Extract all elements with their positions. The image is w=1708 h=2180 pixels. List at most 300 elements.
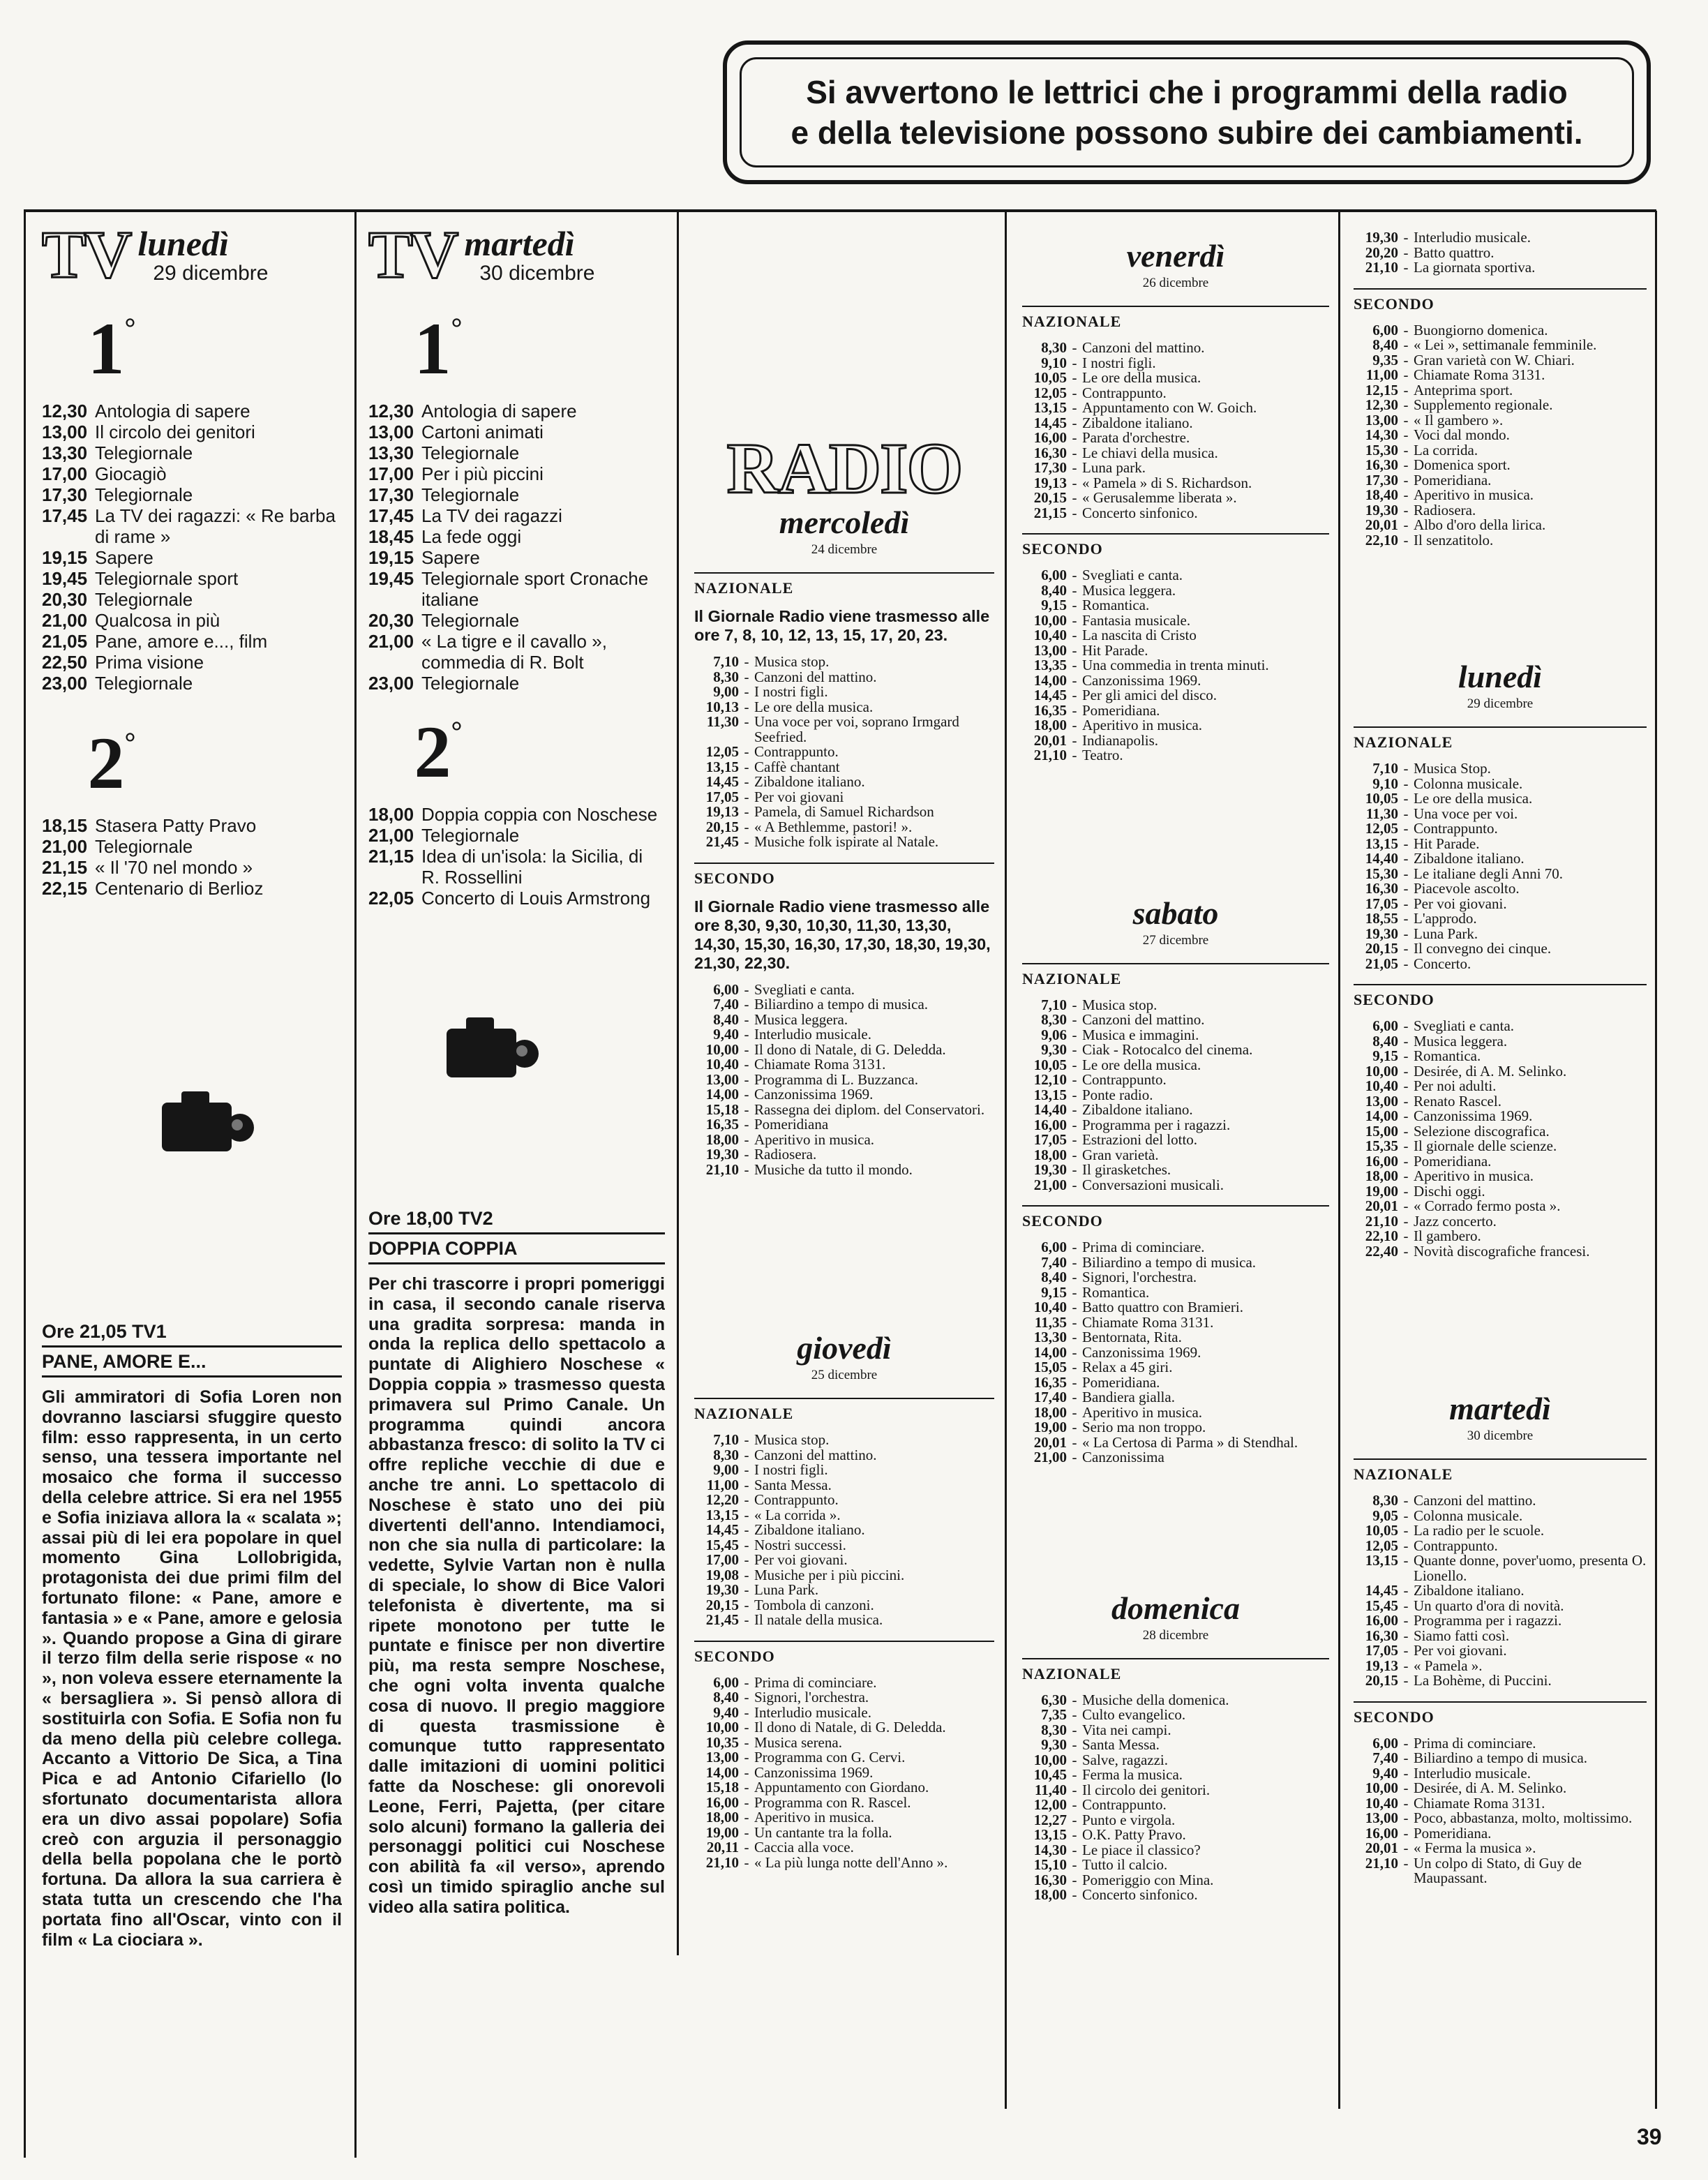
separator-dash: -	[1403, 456, 1409, 473]
separator-dash: -	[1403, 1672, 1409, 1689]
program-time: 21,00	[42, 610, 88, 631]
radio-program-row	[1022, 1043, 1329, 1058]
program-title: Romantica.	[1082, 1283, 1150, 1301]
radio-program-row	[694, 715, 994, 745]
radio-program-row	[1354, 1811, 1647, 1826]
radio-program-row	[1354, 1841, 1647, 1856]
tv-tuesday-column	[368, 223, 665, 1918]
tv-program-row	[42, 547, 342, 568]
radio-program-row	[1022, 431, 1329, 446]
program-time: 13,35	[1033, 657, 1067, 673]
separator-dash: -	[1403, 1227, 1409, 1244]
program-title: Appuntamento con Giordano.	[754, 1779, 929, 1795]
radio-program-row	[1022, 1285, 1329, 1301]
program-time: 19,30	[1365, 925, 1398, 942]
program-title: Rassegna dei diplom. del Conservatori.	[754, 1100, 985, 1118]
program-time: 20,01	[1365, 1197, 1398, 1214]
radio-day-date: 25 dicembre	[811, 1368, 878, 1382]
radio-program-row	[694, 1795, 994, 1811]
article-body: Gli ammiratori di Sofia Loren non dovranno lasciarsi sfuggire questo film: esso rappresenta, in un certo senso, una tessera importante nel mosaico che forma il successo della celebre attrice. Si era nel 1955 e Sofia iniziava allora la « scalata »; assai più di lei era popolare in quel momento Gina Lollobrigida, protagonista dei due primi film del fortunato filone: « Pane, amore e fantasia » e « Pane, amore e gelosia ». Quando propose a Gina di girare il terzo film della serie rispose « no », non voleva essere eternamente la « bersagliera ». Si pensò allora di sostituirla con Sofia. E Sofia non fu da meno della più celebre collega. Accanto a Vittorio De Sica, a Tina Pica e ad Antonio Cifariello (lo sfortunato documentarista allora era un divo assai popolare) Sofia creò con arguzia il personaggio della bella popolana che le portò fortuna. Da allora la sua carriera è stata tutta un crescendo che l'ha portata fino all'Oscar, vinto con il film « La ciociara ».	[42, 1387, 342, 1950]
program-time: 8,30	[713, 668, 739, 685]
separator-dash: -	[744, 980, 749, 998]
program-time: 22,15	[42, 878, 88, 899]
radio-program-row	[1354, 821, 1647, 837]
separator-dash: -	[1403, 471, 1409, 488]
program-title: Musica leggera.	[754, 1010, 848, 1028]
program-time: 8,40	[1041, 1269, 1067, 1285]
radio-program-row	[1022, 1813, 1329, 1828]
program-time: 17,05	[1365, 895, 1398, 912]
tv-date: 29 dicembre	[153, 262, 269, 285]
program-time: 16,00	[705, 1793, 739, 1811]
program-time: 6,00	[713, 1673, 739, 1691]
program-time: 12,27	[1033, 1811, 1067, 1828]
radio-day-date: 30 dicembre	[1467, 1428, 1534, 1443]
radio-program-row	[1354, 1553, 1647, 1583]
program-title: Telegiornale	[95, 589, 193, 610]
channel-2-schedule	[368, 804, 665, 909]
radio-program-row	[694, 1853, 994, 1871]
radio-program-row	[1354, 1826, 1647, 1842]
radio-program-row	[694, 1070, 994, 1088]
radio-program-row	[1022, 1163, 1329, 1178]
separator-dash: -	[1072, 567, 1077, 583]
program-time: 6,00	[1372, 1017, 1398, 1034]
page-number: 39	[1637, 2124, 1662, 2149]
program-time: 14,00	[1033, 671, 1067, 689]
tv-date: 30 dicembre	[479, 262, 595, 285]
radio-program-row	[1354, 1169, 1647, 1184]
radio-program-row	[1022, 1118, 1329, 1133]
program-time: 15,30	[1365, 865, 1398, 882]
radio-program-row	[694, 1675, 994, 1691]
program-title: Teatro.	[1082, 747, 1123, 763]
program-title: Le ore della musica.	[1082, 1056, 1201, 1073]
program-time: 19,30	[705, 1146, 739, 1163]
radio-program-row	[1354, 383, 1647, 398]
program-title: Santa Messa.	[754, 1476, 832, 1493]
program-time: 18,00	[1365, 1167, 1398, 1184]
separator-dash: -	[1403, 1182, 1409, 1200]
radio-program-row	[1354, 398, 1647, 413]
program-time: 22,05	[368, 888, 414, 909]
program-time: 18,45	[368, 526, 414, 547]
program-title: Aperitivo in musica.	[1082, 1403, 1203, 1421]
radio-day-title: mercoledì	[779, 505, 910, 540]
program-title: Pomeridiana.	[1414, 471, 1492, 488]
radio-program-row	[1022, 371, 1329, 386]
separator-dash: -	[1403, 910, 1409, 927]
program-time: 19,00	[1033, 1419, 1067, 1435]
channel-1-schedule	[368, 401, 665, 694]
program-time: 20,20	[1365, 244, 1398, 261]
program-title: Serio ma non troppo.	[1082, 1419, 1206, 1435]
program-title: Il dono di Natale, di G. Deledda.	[754, 1040, 946, 1058]
network-label: NAZIONALE	[1022, 306, 1329, 331]
radio-schedule	[1022, 1240, 1329, 1465]
radio-program-row	[1022, 1738, 1329, 1753]
program-title: Culto evangelico.	[1082, 1706, 1186, 1723]
separator-dash: -	[1403, 1597, 1409, 1614]
program-title: Musiche per i più piccini.	[754, 1566, 905, 1583]
radio-program-row	[1354, 503, 1647, 518]
program-title: Programma con G. Cervi.	[754, 1749, 906, 1765]
program-time: 12,30	[368, 401, 414, 421]
program-time: 14,00	[705, 1763, 739, 1781]
radio-program-row	[694, 1690, 994, 1705]
radio-program-row	[1354, 1244, 1647, 1260]
radio-program-row	[694, 1523, 994, 1538]
program-title: Gran varietà con W. Chiari.	[1414, 351, 1575, 368]
separator-dash: -	[1072, 1811, 1077, 1828]
program-time: 10,05	[1365, 790, 1398, 807]
program-time: 20,11	[706, 1839, 739, 1856]
separator-dash: -	[1403, 486, 1409, 503]
separator-dash: -	[744, 1521, 749, 1538]
radio-program-row	[694, 1010, 994, 1028]
column-divider	[677, 211, 679, 1955]
program-time: 10,13	[705, 698, 739, 715]
tv-monday-column	[42, 223, 342, 1950]
degree-mark: °	[451, 715, 463, 747]
program-time: 16,30	[1033, 444, 1067, 461]
channel-2-schedule	[42, 815, 342, 899]
separator-dash: -	[1403, 1092, 1409, 1110]
tv-logo: TV	[368, 223, 456, 292]
radio-program-row	[1354, 1509, 1647, 1524]
program-title: Per voi giovani.	[1414, 895, 1507, 912]
program-title: Idea di un'isola: la Sicilia, di R. Rossellini	[421, 846, 643, 888]
program-title: Pamela, di Samuel Richardson	[754, 803, 934, 820]
separator-dash: -	[744, 698, 749, 715]
program-title: La fede oggi	[421, 526, 522, 547]
notice-inner-frame	[740, 57, 1634, 167]
separator-dash: -	[1403, 1107, 1409, 1124]
tv-program-row	[42, 463, 342, 484]
program-title: Aperitivo in musica.	[1414, 1167, 1534, 1184]
radio-program-row	[1354, 911, 1647, 927]
program-title: Pomeridiana	[754, 1116, 829, 1133]
separator-dash: -	[1403, 1552, 1409, 1569]
program-title: Batto quattro con Bramieri.	[1082, 1299, 1243, 1315]
separator-dash: -	[1072, 1011, 1077, 1028]
program-title: Un cantante tra la folla.	[754, 1823, 892, 1841]
separator-dash: -	[1403, 850, 1409, 867]
separator-dash: -	[744, 1431, 749, 1448]
radio-program-row	[694, 1750, 994, 1765]
program-title: Per noi adulti.	[1414, 1077, 1497, 1094]
notice-box	[723, 40, 1651, 184]
radio-program-row	[694, 1823, 994, 1841]
program-time: 10,00	[705, 1040, 739, 1058]
tv-program-row	[42, 442, 342, 463]
radio-program-row	[1022, 1345, 1329, 1361]
program-time: 16,00	[1365, 1612, 1398, 1629]
radio-program-row	[1354, 1109, 1647, 1124]
radio-program-row	[694, 685, 994, 700]
program-time: 14,45	[705, 1521, 739, 1538]
program-time: 14,00	[705, 1086, 739, 1103]
program-title: Supplemento regionale.	[1414, 396, 1553, 413]
program-title: Telegiornale sport	[95, 568, 239, 589]
program-title: « Lei », settimanale femminile.	[1414, 336, 1597, 353]
program-title: Aperitivo in musica.	[754, 1130, 875, 1148]
program-time: 13,30	[42, 442, 88, 463]
program-time: 13,00	[705, 1070, 739, 1088]
radio-program-row	[1354, 1094, 1647, 1110]
program-time: 8,40	[1041, 581, 1067, 599]
program-title: Piacevole ascolto.	[1414, 880, 1520, 897]
separator-dash: -	[1403, 1122, 1409, 1140]
program-title: Chiamate Roma 3131.	[754, 1056, 886, 1073]
program-title: Prima di cominciare.	[754, 1673, 877, 1691]
radio-day-title: sabato	[1132, 895, 1219, 931]
separator-dash: -	[744, 1086, 749, 1103]
program-time: 21,10	[1365, 1854, 1398, 1872]
article-time: Ore 18,00 TV2	[368, 1208, 493, 1229]
radio-program-row	[1022, 1178, 1329, 1193]
program-time: 13,30	[368, 442, 414, 463]
program-title: « Il '70 nel mondo »	[95, 857, 253, 878]
radio-program-row	[1022, 1028, 1329, 1043]
program-time: 16,00	[1033, 429, 1067, 446]
tv-camera-icon	[153, 1087, 265, 1164]
tv-program-row	[368, 888, 665, 909]
program-time: 13,30	[1033, 1329, 1067, 1345]
program-time: 13,00	[1033, 641, 1067, 659]
separator-dash: -	[1072, 1886, 1077, 1903]
program-title: Musica serena.	[754, 1733, 842, 1751]
program-time: 19,13	[1033, 474, 1067, 491]
radio-program-row	[1022, 416, 1329, 431]
radio-schedule	[694, 980, 994, 1178]
separator-dash: -	[744, 1839, 749, 1856]
column-divider	[1655, 211, 1657, 2109]
tv-program-row	[368, 846, 665, 888]
program-time: 17,05	[1365, 1642, 1398, 1659]
separator-dash: -	[1072, 399, 1077, 416]
radio-schedule	[1022, 568, 1329, 763]
separator-dash: -	[744, 1056, 749, 1073]
program-time: 6,00	[1372, 321, 1398, 338]
radio-program-row	[1354, 1781, 1647, 1796]
separator-dash: -	[1403, 1839, 1409, 1856]
separator-dash: -	[1403, 820, 1409, 837]
radio-program-row	[694, 760, 994, 775]
program-time: 21,10	[1365, 1212, 1398, 1230]
program-time: 9,40	[1372, 1764, 1398, 1782]
program-title: Contrappunto.	[1082, 1071, 1167, 1088]
network-label: SECONDO	[694, 863, 994, 888]
program-title: Le piace il classico?	[1082, 1841, 1201, 1858]
tv-program-row	[368, 547, 665, 568]
radio-program-row	[1354, 1856, 1647, 1886]
program-title: Centenario di Berlioz	[95, 878, 264, 899]
program-title: Chiamate Roma 3131.	[1414, 366, 1545, 383]
network-label: SECONDO	[1022, 533, 1329, 558]
program-title: Parata d'orchestre.	[1082, 429, 1190, 446]
radio-program-row	[694, 1810, 994, 1826]
radio-program-row	[1354, 761, 1647, 777]
separator-dash: -	[744, 773, 749, 790]
tv-program-row	[368, 610, 665, 631]
program-time: 16,35	[1033, 701, 1067, 719]
program-title: La corrida.	[1414, 441, 1478, 458]
program-title: Telegiornale	[95, 442, 193, 463]
program-time: 19,00	[705, 1823, 739, 1841]
tv-program-row	[42, 505, 342, 547]
separator-dash: -	[1072, 1721, 1077, 1738]
radio-program-row	[1022, 1315, 1329, 1331]
separator-dash: -	[744, 1673, 749, 1691]
program-time: 10,45	[1033, 1766, 1067, 1783]
radio-day-title: giovedì	[797, 1330, 892, 1366]
program-title: Canzonissima 1969.	[754, 1763, 874, 1781]
separator-dash: -	[744, 653, 749, 670]
radio-program-row	[1022, 1073, 1329, 1088]
program-title: Pomeridiana.	[1082, 1373, 1160, 1391]
radio-program-row	[694, 700, 994, 715]
channel-2-heading: 2°	[414, 711, 463, 793]
program-title: « La tigre e il cavallo », commedia di R. Bolt	[421, 631, 607, 673]
radio-schedule	[694, 655, 994, 850]
program-time: 20,30	[368, 610, 414, 631]
program-time: 20,01	[1365, 1839, 1398, 1856]
program-time: 8,40	[1372, 336, 1398, 353]
tv-program-row	[368, 526, 665, 547]
program-time: 12,05	[705, 743, 739, 760]
program-title: Indianapolis.	[1082, 731, 1159, 749]
program-title: Buongiorno domenica.	[1414, 321, 1548, 338]
separator-dash: -	[1072, 1449, 1077, 1465]
separator-dash: -	[1072, 1706, 1077, 1723]
separator-dash: -	[1072, 1269, 1077, 1285]
program-title: Per i più piccini	[421, 463, 544, 484]
program-time: 11,30	[706, 713, 739, 730]
separator-dash: -	[1403, 1212, 1409, 1230]
program-title: Gran varietà.	[1082, 1146, 1159, 1163]
program-time: 20,01	[1033, 1433, 1067, 1451]
separator-dash: -	[744, 1146, 749, 1163]
program-title: I nostri figli.	[1082, 354, 1156, 371]
program-title: Telegiornale	[95, 484, 193, 505]
radio-col-5	[1354, 230, 1647, 1886]
radio-program-row	[1022, 568, 1329, 583]
separator-dash: -	[744, 996, 749, 1013]
program-title: Il circolo dei genitori.	[1082, 1781, 1211, 1798]
radio-program-row	[1354, 851, 1647, 867]
article-rule	[42, 1375, 342, 1378]
program-title: Zibaldone italiano.	[1082, 1101, 1193, 1118]
separator-dash: -	[1072, 1403, 1077, 1421]
separator-dash: -	[1403, 1582, 1409, 1599]
separator-dash: -	[1072, 731, 1077, 749]
radio-program-row	[694, 790, 994, 805]
separator-dash: -	[744, 1040, 749, 1058]
separator-dash: -	[1072, 1781, 1077, 1798]
program-time: 16,30	[1365, 456, 1398, 473]
program-time: 8,30	[1041, 1721, 1067, 1738]
program-title: Hit Parade.	[1082, 641, 1148, 659]
tv-program-row	[42, 652, 342, 673]
program-title: Zibaldone italiano.	[1414, 850, 1525, 867]
separator-dash: -	[1403, 1779, 1409, 1796]
program-title: Colonna musicale.	[1414, 1507, 1523, 1524]
program-time: 6,00	[1041, 567, 1067, 583]
program-time: 17,30	[368, 484, 414, 505]
program-time: 9,05	[1372, 1507, 1398, 1524]
separator-dash: -	[1072, 354, 1077, 371]
separator-dash: -	[1072, 414, 1077, 431]
radio-program-row	[1354, 791, 1647, 807]
program-title: La Bohème, di Puccini.	[1414, 1672, 1552, 1689]
notice-line-2: e della televisione possono subire dei cambiamenti.	[791, 114, 1583, 151]
program-title: Poco, abbastanza, molto, moltissimo.	[1414, 1809, 1633, 1826]
separator-dash: -	[1403, 321, 1409, 338]
program-title: Una voce per voi, soprano Irmgard Seefried.	[754, 713, 959, 745]
separator-dash: -	[1403, 1612, 1409, 1629]
network-label: NAZIONALE	[1354, 726, 1647, 752]
program-title: Tutto il calcio.	[1082, 1856, 1168, 1873]
radio-program-row	[694, 1100, 994, 1118]
program-title: Prima di cominciare.	[1414, 1734, 1536, 1752]
program-time: 8,30	[1372, 1492, 1398, 1509]
separator-dash: -	[1403, 1032, 1409, 1050]
program-title: Biliardino a tempo di musica.	[754, 996, 929, 1013]
program-time: 10,00	[1033, 1751, 1067, 1768]
radio-schedule	[1354, 1019, 1647, 1259]
program-time: 21,15	[42, 857, 88, 878]
separator-dash: -	[1072, 1373, 1077, 1391]
separator-dash: -	[1403, 1152, 1409, 1170]
program-time: 17,45	[42, 505, 88, 526]
radio-program-row	[1022, 703, 1329, 719]
radio-program-row	[1354, 428, 1647, 443]
program-time: 13,15	[705, 758, 739, 775]
column-divider	[24, 211, 26, 2158]
program-title: Desirée, di A. M. Selinko.	[1414, 1062, 1567, 1080]
radio-schedule	[1354, 230, 1647, 276]
radio-program-row	[1022, 1843, 1329, 1858]
tv-day-title: lunedì	[137, 224, 229, 263]
separator-dash: -	[1072, 444, 1077, 461]
separator-dash: -	[1403, 1854, 1409, 1872]
program-time: 8,40	[713, 1010, 739, 1028]
radio-program-row	[1354, 1214, 1647, 1230]
notice-line-1: Si avvertono le lettrici che i programmi della radio	[806, 74, 1568, 110]
radio-program-row	[1022, 1240, 1329, 1255]
program-time: 20,01	[1365, 516, 1398, 533]
program-title: Concerto di Louis Armstrong	[421, 888, 651, 909]
program-title: I nostri figli.	[754, 683, 828, 700]
program-title: Una commedia in trenta minuti.	[1082, 657, 1269, 673]
radio-program-row	[694, 745, 994, 760]
program-time: 13,00	[1365, 1092, 1398, 1110]
separator-dash: -	[1403, 955, 1409, 972]
program-time: 13,15	[1365, 835, 1398, 852]
tv-logo: TV	[42, 223, 130, 292]
program-title: Bentornata, Rita.	[1082, 1329, 1182, 1345]
separator-dash: -	[1072, 384, 1077, 401]
program-time: 9,15	[1372, 1047, 1398, 1064]
radio-program-row	[1354, 1613, 1647, 1629]
program-title: Contrappunto.	[1414, 1537, 1498, 1554]
radio-program-row	[1022, 446, 1329, 461]
separator-dash: -	[1403, 1047, 1409, 1064]
program-title: Le chiavi della musica.	[1082, 444, 1218, 461]
separator-dash: -	[1072, 1299, 1077, 1315]
separator-dash: -	[1072, 1419, 1077, 1435]
